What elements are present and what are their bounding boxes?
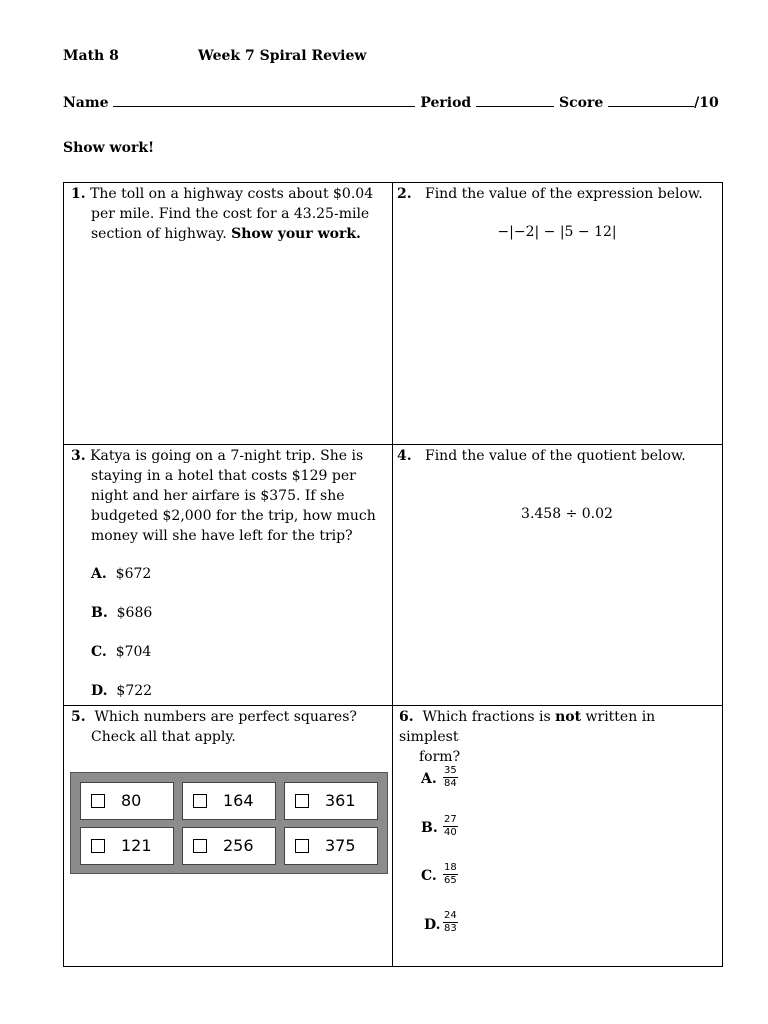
q1-line1: The toll on a highway costs about $0.04: [90, 186, 374, 202]
q6-choice-a-letter[interactable]: A.: [421, 771, 437, 787]
q6-fraction-a-denominator: 84: [444, 778, 457, 789]
q6-text-not: not: [555, 709, 582, 725]
q3-line5: money will she have left for the trip?: [91, 528, 353, 544]
worksheet-title: Week 7 Spiral Review: [198, 48, 367, 64]
question-5: [71, 707, 386, 747]
student-info-line: [63, 94, 723, 111]
q3-choice-b-letter: B.: [91, 605, 108, 621]
q6-fraction-c-numerator: 18: [444, 862, 457, 873]
q3-choice-d[interactable]: [91, 683, 152, 699]
question-1: [71, 184, 386, 244]
period-blank[interactable]: [476, 94, 554, 107]
q6-fraction-d[interactable]: [443, 910, 458, 935]
q3-choice-b[interactable]: [91, 605, 152, 621]
checkbox-icon[interactable]: [91, 794, 105, 808]
q6-choice-b-letter[interactable]: B.: [421, 820, 438, 836]
option-121[interactable]: [80, 827, 174, 865]
question-4: [397, 446, 717, 466]
option-375-label: 375: [325, 836, 356, 855]
q1-line3: section of highway.: [91, 226, 227, 242]
q1-work-area[interactable]: [66, 250, 388, 440]
q3-choice-c-value: $704: [115, 644, 152, 660]
q6-line2: form?: [419, 749, 461, 765]
q6-fraction-c[interactable]: [443, 862, 458, 887]
q6-choice-c-letter[interactable]: C.: [421, 868, 437, 884]
option-121-label: 121: [121, 836, 152, 855]
grid-divider-vertical: [392, 182, 393, 967]
grid-divider-row1: [63, 444, 723, 445]
name-label: Name: [63, 95, 109, 111]
q3-choice-a-letter: A.: [91, 566, 107, 582]
q6-fraction-d-denominator: 83: [444, 923, 457, 934]
name-blank[interactable]: [113, 94, 415, 107]
perfect-squares-panel: [70, 772, 388, 874]
q5-line2: Check all that apply.: [91, 729, 236, 745]
option-164-label: 164: [223, 791, 254, 810]
q3-choice-a-value: $672: [115, 566, 152, 582]
course-title: Math 8: [63, 48, 119, 64]
q6-text-post: written in simplest: [399, 709, 656, 745]
q4-expression: 3.458 ÷ 0.02: [521, 506, 613, 522]
q6-text-pre: Which fractions is: [422, 709, 551, 725]
option-361-label: 361: [325, 791, 356, 810]
q5-line1: Which numbers are perfect squares?: [94, 709, 357, 725]
q1-line2: per mile. Find the cost for a 43.25-mile: [91, 206, 370, 222]
checkbox-icon[interactable]: [295, 839, 309, 853]
score-blank[interactable]: [608, 94, 694, 107]
grid-divider-row2: [63, 705, 723, 706]
checkbox-icon[interactable]: [193, 839, 207, 853]
q3-number: 3.: [71, 448, 86, 464]
q3-choice-a[interactable]: [91, 566, 151, 582]
question-2: [397, 184, 717, 204]
q6-fraction-d-numerator: 24: [444, 910, 457, 921]
instruction-text: Show work!: [63, 140, 155, 156]
question-3: [71, 446, 386, 546]
option-256-label: 256: [223, 836, 254, 855]
option-361[interactable]: [284, 782, 378, 820]
q6-number: 6.: [399, 709, 414, 725]
checkbox-icon[interactable]: [295, 794, 309, 808]
checkbox-icon[interactable]: [91, 839, 105, 853]
q6-fraction-a[interactable]: [443, 765, 458, 790]
option-80-label: 80: [121, 791, 142, 810]
q3-line1: Katya is going on a 7-night trip. She is: [90, 448, 364, 464]
q3-choice-b-value: $686: [116, 605, 153, 621]
q3-choice-d-value: $722: [116, 683, 153, 699]
q3-line4: budgeted $2,000 for the trip, how much: [91, 508, 376, 524]
q3-choice-c[interactable]: [91, 644, 151, 660]
q2-expression: −|−2| − |5 − 12|: [497, 224, 617, 240]
score-total: /10: [694, 95, 719, 111]
q5-number: 5.: [71, 709, 86, 725]
option-164[interactable]: [182, 782, 276, 820]
q3-line2: staying in a hotel that costs $129 per: [91, 468, 356, 484]
q6-fraction-b[interactable]: [443, 814, 458, 839]
q4-work-area[interactable]: [396, 530, 718, 700]
q6-fraction-b-denominator: 40: [444, 827, 457, 838]
score-label: Score: [558, 95, 604, 111]
q1-show-work: Show your work.: [231, 226, 361, 242]
q6-fraction-a-numerator: 35: [444, 765, 457, 776]
option-375[interactable]: [284, 827, 378, 865]
q1-number: 1.: [71, 186, 86, 202]
q3-choice-c-letter: C.: [91, 644, 107, 660]
checkbox-icon[interactable]: [193, 794, 207, 808]
q6-fraction-c-denominator: 65: [444, 875, 457, 886]
option-256[interactable]: [182, 827, 276, 865]
q2-number: 2.: [397, 186, 412, 202]
q4-text: Find the value of the quotient below.: [424, 448, 686, 464]
question-6: [399, 707, 719, 767]
option-80[interactable]: [80, 782, 174, 820]
period-label: Period: [420, 95, 472, 111]
q6-choice-d-letter[interactable]: D.: [424, 917, 441, 933]
q6-fraction-b-numerator: 27: [444, 814, 457, 825]
q4-number: 4.: [397, 448, 412, 464]
q3-line3: night and her airfare is $375. If she: [91, 488, 345, 504]
q2-work-area[interactable]: [396, 250, 718, 440]
q2-text: Find the value of the expression below.: [424, 186, 703, 202]
q3-choice-d-letter: D.: [91, 683, 108, 699]
